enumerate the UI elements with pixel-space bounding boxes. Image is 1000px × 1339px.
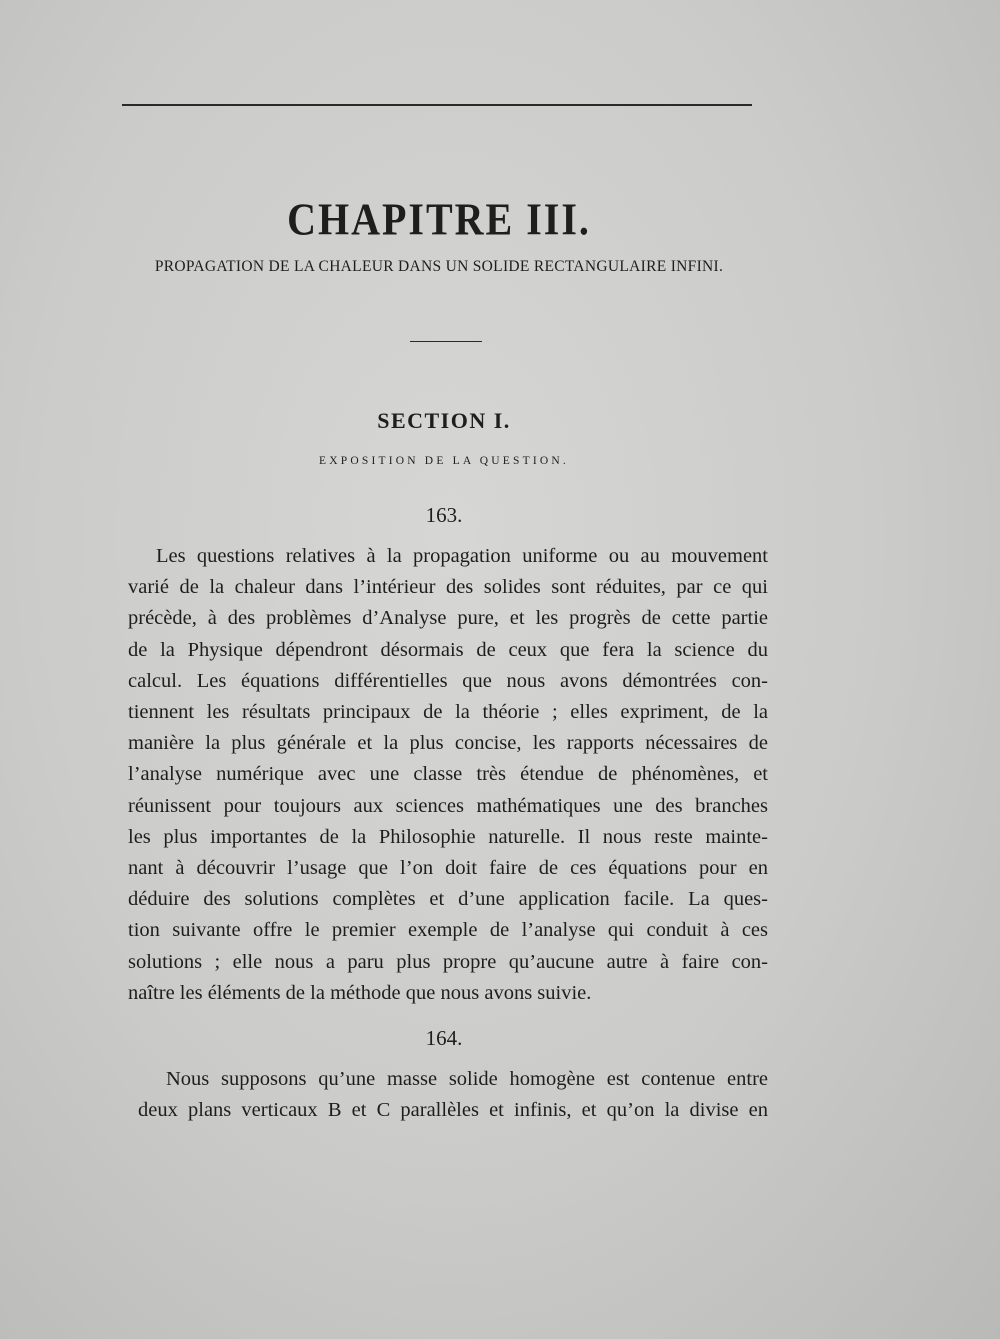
chapter-title: CHAPITRE III.: [287, 193, 591, 245]
header-rule: [122, 104, 752, 106]
text-line: précède, à des problèmes d’Analyse pure, et les progrès de cette partie: [128, 607, 768, 630]
paragraph-163: [128, 541, 768, 1009]
text-line: solutions ; elle nous a paru plus propre qu’aucune autre à faire con-: [128, 950, 768, 973]
paragraph-number-164: 164.: [425, 1026, 463, 1050]
text-line: Nous supposons qu’une masse solide homogène est contenue entre: [166, 1068, 768, 1090]
text-line: deux plans verticaux B et C parallèles et infinis, et qu’on la divise en: [138, 1099, 768, 1122]
text-line: l’analyse numérique avec une classe très étendue de phénomènes, et: [128, 763, 768, 786]
paragraph-number-163: 163.: [425, 503, 463, 527]
text-line: Les questions relatives à la propagation uniforme ou au mouvement: [156, 545, 768, 567]
text-line: varié de la chaleur dans l’intérieur des solides sont réduites, par ce qui: [128, 576, 768, 599]
paragraph-164: [138, 1064, 768, 1126]
text-line: les plus importantes de la Philosophie naturelle. Il nous reste mainte-: [128, 825, 768, 848]
text-line: réunissent pour toujours aux sciences mathématiques une des branches: [128, 794, 768, 817]
chapter-divider: [410, 341, 482, 342]
text-line: calcul. Les équations différentielles que nous avons démontrées con-: [128, 669, 768, 692]
section-subtitle: EXPOSITION DE LA QUESTION.: [319, 455, 569, 467]
section-title: SECTION I.: [377, 408, 511, 433]
text-line: tiennent les résultats principaux de la théorie ; elles expriment, de la: [128, 701, 768, 724]
text-line: nant à découvrir l’usage que l’on doit faire de ces équations pour en: [128, 857, 768, 880]
text-line: de la Physique dépendront désormais de ceux que fera la science du: [128, 638, 768, 661]
text-line: tion suivante offre le premier exemple de l’analyse qui conduit à ces: [128, 919, 768, 942]
text-line: manière la plus générale et la plus concise, les rapports nécessaires de: [128, 732, 768, 755]
text-line: naître les éléments de la méthode que nous avons suivie.: [128, 981, 592, 1004]
text-line: déduire des solutions complètes et d’une application facile. La ques-: [128, 888, 768, 911]
chapter-subtitle: PROPAGATION DE LA CHALEUR DANS UN SOLIDE RECTANGULAIRE INFINI.: [154, 258, 724, 275]
